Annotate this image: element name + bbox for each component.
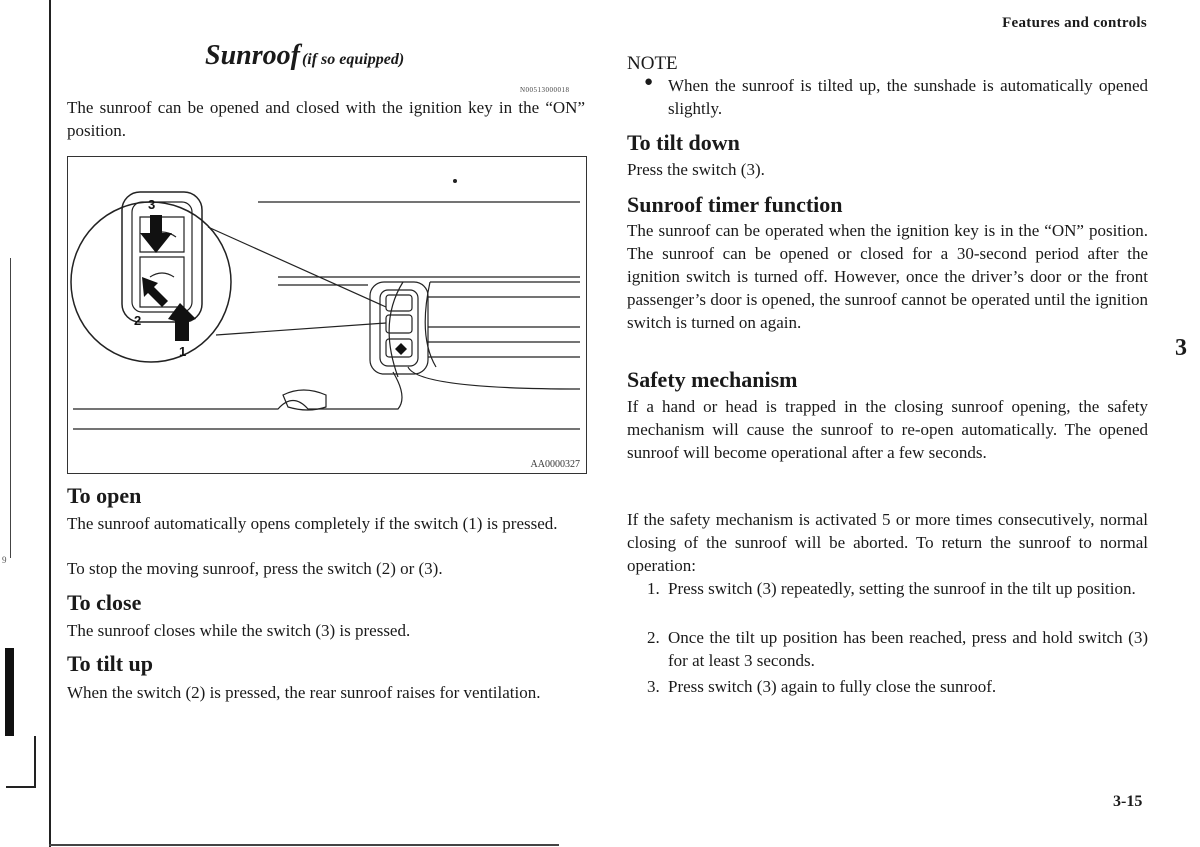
heading-safety-mechanism: Safety mechanism [627, 367, 798, 392]
chapter-tab: 3 [1175, 335, 1187, 361]
note-text: When the sunroof is tilted up, the sunshade is automatically opened slightly. [668, 76, 1148, 118]
safety-mechanism-text: If a hand or head is trapped in the closing sunroof opening, the safety mechanism will cause the sunroof to re-open automatically. The opened sunroof will become operational after a few seconds. [627, 397, 1148, 462]
note-label: NOTE [627, 53, 678, 74]
margin-mark: 9 [2, 555, 7, 565]
to-tilt-down-text: Press the switch (3). [627, 160, 765, 179]
callout-2: 2 [134, 313, 142, 328]
step-number: 2. [647, 628, 660, 647]
page-number: 3-15 [1113, 793, 1143, 810]
page-title [205, 40, 404, 72]
heading-to-tilt-up: To tilt up [67, 651, 154, 676]
heading-to-tilt-down: To tilt down [627, 130, 740, 155]
heading-to-close: To close [67, 590, 142, 615]
step-text: Press switch (3) again to fully close the sunroof. [668, 677, 997, 696]
callout-3: 3 [148, 197, 156, 212]
margin-bracket [6, 736, 36, 788]
running-header: Features and controls [1002, 15, 1147, 31]
step-text: Press switch (3) repeatedly, setting the sunroof in the tilt up position. [668, 579, 1136, 598]
bottom-rule [49, 844, 559, 846]
step-number: 1. [647, 579, 660, 598]
figure-code: AA0000327 [530, 459, 580, 470]
title-sub: (if so equipped) [301, 51, 405, 68]
title-main: Sunroof [205, 40, 300, 71]
step-text: Once the tilt up position has been reached, press and hold switch (3) for at least 3 seconds. [668, 628, 1148, 670]
margin-bracket [6, 258, 11, 558]
sunroof-switch-illustration [68, 157, 586, 473]
heading-sunroof-timer: Sunroof timer function [627, 192, 843, 217]
to-open-line-1: The sunroof automatically opens completely if the switch (1) is pressed. [67, 514, 558, 533]
callout-1: 1 [179, 344, 187, 359]
step-number: 3. [647, 677, 660, 696]
bullet-icon: ● [644, 74, 654, 90]
to-open-line-2: To stop the moving sunroof, press the switch (2) or (3). [67, 559, 443, 578]
sunroof-timer-text: The sunroof can be operated when the ignition key is in the “ON” position. The sunroof can be opened or closed for a 30-second period after the ignition switch is turned off. However, once the driver’s door or the front passenger’s door is opened, the sunroof cannot be operated until the ignition switch is turned on again. [627, 221, 1148, 332]
binding-line [49, 0, 51, 847]
margin-bar [5, 648, 14, 736]
sunroof-switch-figure [67, 156, 587, 474]
intro-paragraph: The sunroof can be opened and closed with the ignition key in the “ON” position. [67, 98, 585, 140]
to-tilt-up-text: When the switch (2) is pressed, the rear sunroof raises for ventilation. [67, 683, 541, 702]
section-code: N00513000018 [520, 86, 570, 94]
safety-extra-text: If the safety mechanism is activated 5 or more times consecutively, normal closing of the sunroof will be aborted. To return the sunroof to normal operation: [627, 510, 1148, 575]
to-close-text: The sunroof closes while the switch (3) is pressed. [67, 621, 411, 640]
heading-to-open: To open [67, 483, 142, 508]
